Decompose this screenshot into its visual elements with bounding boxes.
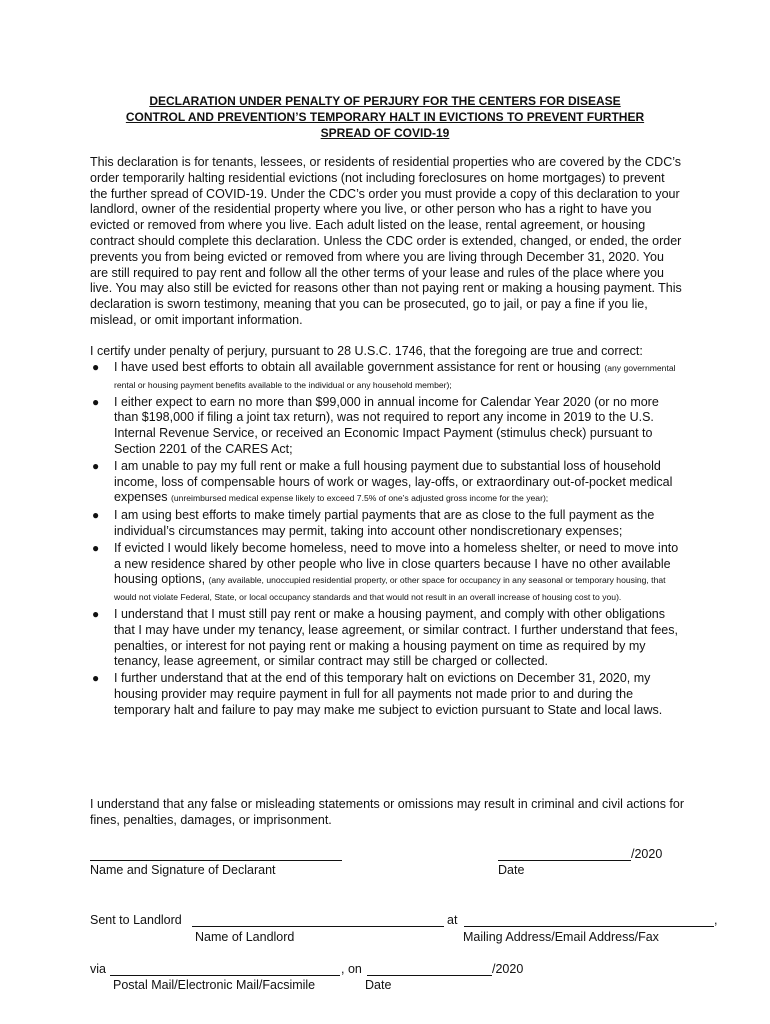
bullet-icon: ● (92, 606, 100, 621)
landlord-address-label: Mailing Address/Email Address/Fax (463, 930, 659, 944)
certification-text: I further understand that at the end of this temporary halt on evictions on December 31, 2020, my housing provider may require payment in full for all payments not made prior to and during the temporary halt and failure to pay may make me subject to eviction pursuant to State and local laws. (114, 671, 663, 717)
landlord-address-field[interactable] (464, 926, 714, 927)
certification-text: I am unable to pay my full rent or make a full housing payment due to substantial loss of household income, loss of compensable hours of work or wages, lay-offs, or extraordinary out-of-pocket medical expenses (114, 458, 673, 505)
document-title (90, 93, 680, 141)
delivery-date-label: Date (365, 978, 392, 992)
title-line-1: DECLARATION UNDER PENALTY OF PERJURY FOR THE CENTERS FOR DISEASE (149, 94, 621, 108)
certification-item (90, 541, 684, 606)
signature-year-suffix: /2020 (631, 847, 663, 861)
intro-paragraph: This declaration is for tenants, lessees, or residents of residential properties who are covered by the CDC’s order temporarily halting residential evictions (not including foreclosures on home mortgages) to prevent the further spread of COVID-19. Under the CDC’s order you must provide a copy of this declaration to your landlord, owner of the residential property where you live, or other person who has a right to have you evicted or removed from where you live. Each adult listed on the lease, rental agreement, or housing contract should complete this declaration. Unless the CDC order is extended, changed, or ended, the order prevents you from being evicted or removed from where you are living through December 31, 2020. You are still required to pay rent and follow all the other terms of your lease and rules of the place where you live. You may also still be evicted for reasons other than not paying rent or making a housing payment. This declaration is sworn testimony, meaning that you can be prosecuted, go to jail, or pay a fine if you lie, mislead, or omit important information. (90, 155, 682, 327)
bullet-icon: ● (92, 458, 100, 473)
certification-text: If evicted I would likely become homeless, need to move into a homeless shelter, or need to move into a new residence shared by other people who live in close quarters because I have no other available housing options, (114, 540, 679, 587)
bullet-icon: ● (92, 394, 100, 409)
title-line-2: CONTROL AND PREVENTION’S TEMPORARY HALT IN EVICTIONS TO PREVENT FURTHER (125, 110, 645, 124)
delivery-method-label: Postal Mail/Electronic Mail/Facsimile (113, 978, 316, 992)
certification-text: I understand that I must still pay rent or make a housing payment, and comply with other obligations that I may have under my tenancy, lease agreement, or similar contract. I further understand that fees, penalties, or interest for not paying rent or making a housing payment on time as required by my tenancy, lease agreement, or similar contract may still be charged or collected. (114, 606, 678, 669)
declarant-name-label: Name and Signature of Declarant (90, 863, 276, 877)
delivery-year-suffix: /2020 (492, 962, 524, 976)
certification-item (90, 360, 684, 394)
certification-item (90, 671, 684, 718)
certification-note: (any available, unoccupied residential property, or other space for occupancy in any seasonal or temporary housing, that would not violate Federal, State, or local occupancy standards and that would not result in an overall increase of housing cost to you). (114, 575, 666, 603)
bullet-icon: ● (92, 360, 100, 374)
declarant-signature-field[interactable] (90, 860, 342, 861)
bullet-icon: ● (92, 540, 100, 555)
landlord-name-label: Name of Landlord (195, 930, 295, 944)
landlord-name-field[interactable] (192, 926, 444, 927)
certification-item (90, 459, 684, 507)
certification-text: I am using best efforts to make timely partial payments that are as close to the full payment as the individual’s circumstances may permit, taking into account other nondiscretionary expenses; (114, 508, 655, 538)
sent-to-landlord-label: Sent to Landlord (90, 913, 182, 927)
address-comma: , (714, 913, 718, 927)
signature-date-label: Date (498, 863, 525, 877)
signature-date-field[interactable] (498, 860, 631, 861)
certify-statement: I certify under penalty of perjury, pursuant to 28 U.S.C. 1746, that the foregoing are true and correct: (90, 344, 643, 358)
via-label: via (90, 962, 106, 976)
certification-item (90, 508, 684, 540)
bullet-icon: ● (92, 671, 100, 686)
at-label: at (447, 913, 458, 927)
bullet-icon: ● (92, 508, 100, 523)
certification-item (90, 395, 684, 458)
certification-item (90, 607, 684, 670)
certification-note: (any governmental rental or housing payment benefits available to the individual or any household member); (114, 363, 676, 390)
delivery-date-field[interactable] (367, 975, 492, 976)
certification-text: I have used best efforts to obtain all available government assistance for rent or housing (114, 360, 605, 374)
certification-text: I either expect to earn no more than $99,000 in annual income for Calendar Year 2020 (or no more than $198,000 if filing a joint tax return), was not required to report any income in 2019 to the U.S. Internal Revenue Service, or received an Economic Impact Payment (stimulus check) pursuant to Section 2201 of the CARES Act; (114, 394, 659, 456)
delivery-method-field[interactable] (110, 975, 340, 976)
on-label: , on (341, 962, 362, 976)
certification-list (90, 360, 684, 720)
certification-note: (unreimbursed medical expense likely to exceed 7.5% of one’s adjusted gross income for the year); (170, 493, 549, 504)
title-line-3: SPREAD OF COVID-19 (320, 126, 450, 140)
warning-paragraph: I understand that any false or misleading statements or omissions may result in criminal and civil actions for fines, penalties, damages, or imprisonment. (90, 797, 685, 827)
